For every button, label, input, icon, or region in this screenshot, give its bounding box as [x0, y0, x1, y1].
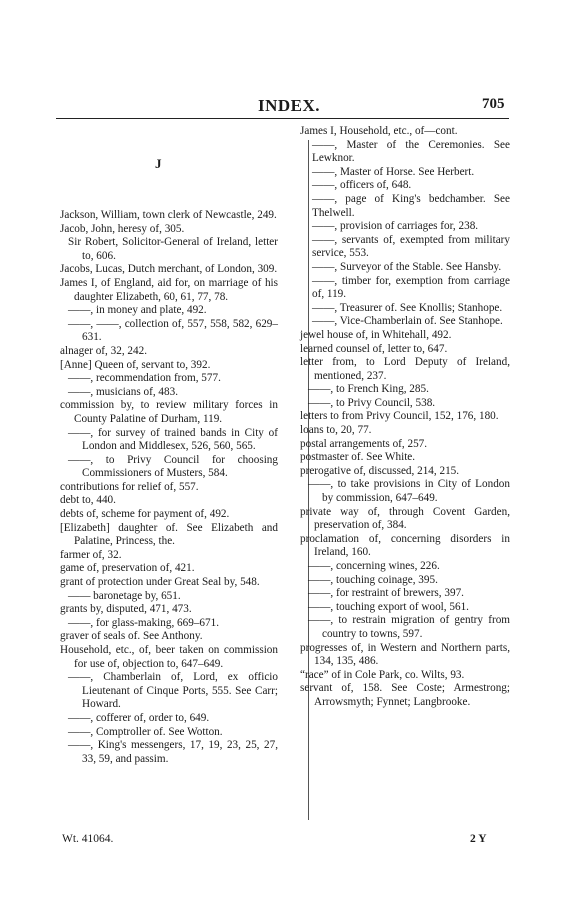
index-entry: ——, to French King, 285.	[308, 383, 429, 396]
index-entry: ——, servants of, exempted from military service, 553.	[312, 233, 510, 260]
index-entry: ——, Master of Horse. See Herbert.	[312, 165, 475, 178]
index-entry: [Anne] Queen of, servant to, 392.	[60, 358, 211, 371]
index-entry: ——, timber for, exemption from carriage of, 119.	[312, 274, 510, 301]
index-entry: learned counsel of, letter to, 647.	[300, 342, 448, 355]
index-entry: graver of seals of. See Anthony.	[60, 630, 203, 643]
page-title: INDEX.	[258, 96, 321, 115]
index-entry: ——, Vice-Chamberlain of. See Stanhope.	[312, 315, 503, 328]
index-entry: James I, of England, aid for, on marriage of his daughter Elizabeth, 60, 61, 77, 78.	[60, 276, 278, 303]
section-letter: J	[155, 156, 162, 171]
index-entry: letters to from Privy Council, 152, 176, 180.	[300, 410, 499, 423]
index-entry: ——, concerning wines, 226.	[308, 560, 440, 572]
index-entry: game of, preservation of, 421.	[60, 562, 195, 575]
printer-mark: Wt. 41064.	[62, 833, 114, 845]
index-entry: ——, in money and plate, 492.	[68, 304, 207, 317]
index-entry: ——, touching coinage, 395.	[308, 573, 438, 586]
index-entry: farmer of, 32.	[60, 548, 122, 561]
index-entry: Jackson, William, town clerk of Newcastle, 249.	[60, 209, 277, 221]
index-entry: ——, recommendation from, 577.	[68, 372, 221, 385]
header-rule	[56, 118, 509, 119]
index-entry: postal arrangements of, 257.	[300, 437, 428, 450]
index-entry: grants by, disputed, 471, 473.	[60, 603, 192, 616]
index-entry: debts of, scheme for payment of, 492.	[60, 508, 230, 521]
index-entry: ——, Comptroller of. See Wotton.	[68, 725, 223, 738]
index-entry: private way of, through Covent Garden, preservation of, 384.	[300, 505, 510, 532]
signature-mark: 2 Y	[470, 833, 487, 845]
index-entry: ——, Treasurer of. See Knollis; Stanhope.	[312, 301, 503, 314]
index-entry: prerogative of, discussed, 214, 215.	[300, 464, 460, 477]
index-entry: Jacobs, Lucas, Dutch merchant, of London, 309.	[60, 263, 278, 276]
index-entry: ——, to Privy Council for choosing Commissioners of Musters, 584.	[68, 453, 278, 480]
index-entry: letter from, to Lord Deputy of Ireland, mentioned, 237.	[300, 356, 510, 382]
continuation-heading: James I, Household, etc., of—cont.	[300, 125, 458, 137]
index-entry: ——, to take provisions in City of London by commission, 647–649.	[308, 478, 510, 505]
index-entry: ——, Chamberlain of, Lord, ex officio Lieutenant of Cinque Ports, 555. See Carr; Howard.	[68, 671, 278, 711]
index-entry: loans to, 20, 77.	[300, 424, 372, 437]
index-entry: progresses of, in Western and Northern parts, 134, 135, 486.	[300, 641, 510, 668]
index-entry: jewel house of, in Whitehall, 492.	[300, 328, 452, 341]
index-entry: grant of protection under Great Seal by, 548.	[60, 576, 260, 589]
index-entry: ——, ——, collection of, 557, 558, 582, 629–631.	[68, 317, 278, 344]
index-entry: Jacob, John, heresy of, 305.	[60, 222, 185, 235]
left-entry-list	[60, 209, 278, 766]
index-entry: ——, for survey of trained bands in City of London and Middlesex, 526, 560, 565.	[68, 426, 278, 453]
index-entry: ——, Master of the Ceremonies. See Lewknor.	[312, 138, 510, 165]
index-entry: ——, for glass-making, 669–671.	[68, 616, 220, 629]
index-entry: ——, cofferer of, order to, 649.	[68, 711, 210, 724]
index-entry: ——, musicians of, 483.	[68, 385, 179, 398]
index-entry: proclamation of, concerning disorders in Ireland, 160.	[300, 532, 510, 559]
index-entry: ——, officers of, 648.	[312, 179, 412, 192]
index-entry: —— baronetage by, 651.	[68, 589, 181, 602]
index-entry: [Elizabeth] daughter of. See Elizabeth and Palatine, Princess, the.	[60, 521, 278, 548]
index-entry: commission by, to review military forces in County Palatine of Durham, 119.	[60, 399, 278, 425]
right-entry-list	[300, 139, 510, 710]
index-entry: “race” of in Cole Park, co. Wilts, 93.	[300, 668, 465, 681]
index-entry: contributions for relief of, 557.	[60, 480, 199, 493]
index-entry: servant of, 158. See Coste; Armestrong; Arrowsmyth; Fynnet; Langbrooke.	[300, 682, 510, 708]
index-entry: debt to, 440.	[60, 494, 116, 507]
index-entry: ——, to Privy Council, 538.	[308, 396, 436, 409]
index-entry: ——, touching export of wool, 561.	[308, 600, 469, 613]
page-number: 705	[482, 96, 505, 112]
index-entry: ——, to restrain migration of gentry from country to towns, 597.	[308, 614, 510, 640]
left-column	[60, 156, 278, 766]
index-entry: ——, for restraint of brewers, 397.	[308, 587, 464, 600]
index-entry: Household, etc., of, beer taken on commission for use of, objection to, 647–649.	[60, 644, 278, 670]
index-entry: ——, Surveyor of the Stable. See Hansby.	[312, 260, 502, 273]
index-entry: ——, page of King's bedchamber. See Thelwell.	[312, 192, 510, 219]
index-entry: postmaster of. See White.	[300, 451, 416, 464]
index-entry: ——, provision of carriages for, 238.	[312, 220, 479, 233]
right-column	[300, 125, 510, 710]
index-entry: ——, King's messengers, 17, 19, 23, 25, 27, 33, 59, and passim.	[68, 739, 278, 765]
index-entry: alnager of, 32, 242.	[60, 344, 147, 357]
index-entry: Sir Robert, Solicitor-General of Ireland, letter to, 606.	[68, 236, 278, 262]
